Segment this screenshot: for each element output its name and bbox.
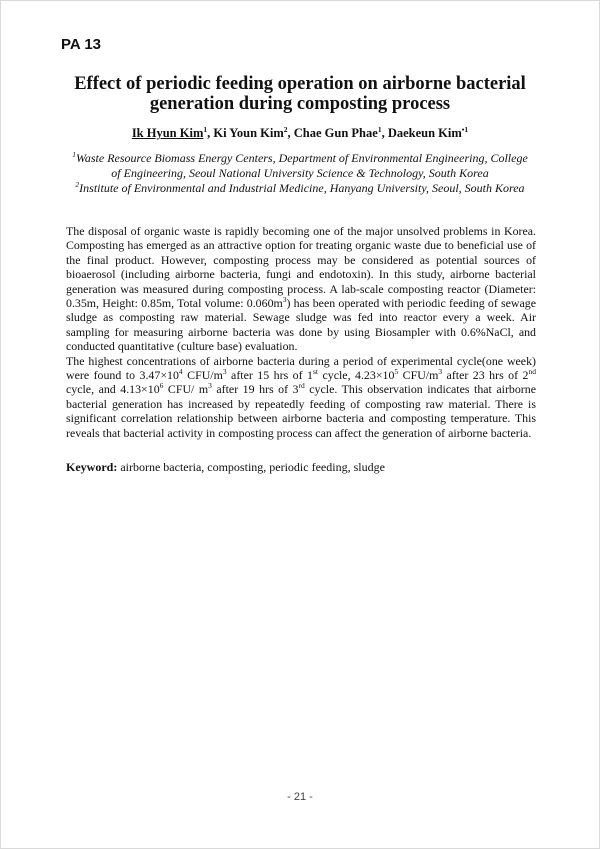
author-sep: , — [287, 126, 294, 140]
text-run: CFU/ m — [163, 382, 209, 397]
author-sup: 2 — [283, 124, 288, 134]
affiliation-sup: 1 — [72, 150, 76, 159]
paper-title — [40, 74, 560, 114]
superscript: 3 — [208, 381, 212, 391]
author-sep: , — [381, 126, 388, 140]
affiliation-line: Waste Resource Biomass Energy Centers, Department of Environmental Engineering, College — [75, 151, 528, 165]
superscript: 4 — [178, 367, 183, 377]
author-name: Ki Youn Kim — [213, 126, 284, 140]
keyword-label: Keyword: — [66, 460, 118, 474]
author-name: Ik Hyun Kim — [131, 126, 204, 140]
page-number: - 21 - — [287, 791, 313, 803]
title-line: Effect of periodic feeding operation on airborne bacterial — [74, 74, 526, 94]
text-run: The highest concentrations of airborne bacteria during a period of experimental cycle(one week) were found to 3.47×10 — [66, 353, 536, 383]
affiliation-2 — [55, 181, 545, 196]
abstract-code: PA 13 — [61, 36, 102, 53]
author-sup: 1 — [203, 124, 208, 134]
superscript: 3 — [438, 367, 443, 377]
text-run: after 23 hrs of 2 — [442, 368, 529, 383]
superscript: nd — [528, 367, 536, 377]
affiliation-1 — [55, 151, 545, 166]
keywords — [66, 460, 536, 475]
affiliation-line: Institute of Environmental and Industrial Medicine, Hanyang University, Seoul, South Korea — [79, 181, 525, 195]
keyword-list: airborne bacteria, composting, periodic feeding, sludge — [117, 460, 385, 474]
author-sep: , — [207, 126, 214, 140]
text-run: after 15 hrs of 1 — [226, 368, 313, 383]
text-run: ) has been operated with periodic feeding of sewage sludge as composting raw material. Sewage sludge was fed into reactor every a week. Air sampling for measuring airborne bacteria was done by using Biosampler with 0.6%NaCl, and conducted quantitative (culture base) evaluation. — [66, 296, 536, 354]
affiliation-sup: 2 — [75, 180, 80, 189]
superscript: 3 — [222, 367, 227, 377]
superscript: 5 — [394, 367, 399, 377]
author-name: Daekeun Kim — [387, 126, 462, 140]
superscript: 6 — [159, 381, 164, 391]
title-line: generation during composting process — [149, 94, 451, 114]
abstract-body — [66, 224, 536, 440]
superscript: st — [313, 367, 319, 377]
text-run: cycle. This observation indicates that airborne bacterial generation has increased by repeatedly feeding of composting raw material. There is significant correlation relationship between airborne bacteria and composting temperature. This reveals that bacterial activity in composting process can affect the generation of airborne bacteria. — [66, 382, 536, 440]
abstract-paragraph — [66, 224, 536, 354]
superscript: 3 — [282, 295, 287, 305]
text-run: after 19 hrs of 3 — [211, 382, 299, 397]
author-name: Chae Gun Phae — [293, 126, 378, 140]
text-run: CFU/m — [398, 368, 439, 383]
abstract-paragraph — [66, 354, 536, 440]
affiliation-line: of Engineering, Seoul National University Science & Technology, South Korea — [111, 166, 489, 180]
text-run: cycle, and 4.13×10 — [66, 382, 160, 397]
text-run: CFU/m — [182, 368, 223, 383]
text-run: The disposal of organic waste is rapidly becoming one of the major unsolved problems in Korea. Composting has emerged as an attractive option for treating organic waste due to beneficial use of the final product. However, composting process may be considered as potential sources of bioaerosol (including airborne bacteria, fungi and endotoxin). In this study, airborne bacterial generation was measured during composting process. A lab-scale composting reactor (Diameter: 0.35m, Height: 0.85m, Total volume: 0.060m — [66, 224, 536, 311]
author-sup: 1 — [377, 124, 382, 134]
superscript: rd — [298, 381, 305, 391]
author-sup: •1 — [461, 124, 469, 134]
author-list — [40, 126, 560, 141]
affiliations — [55, 151, 545, 196]
text-run: cycle, 4.23×10 — [318, 368, 395, 383]
